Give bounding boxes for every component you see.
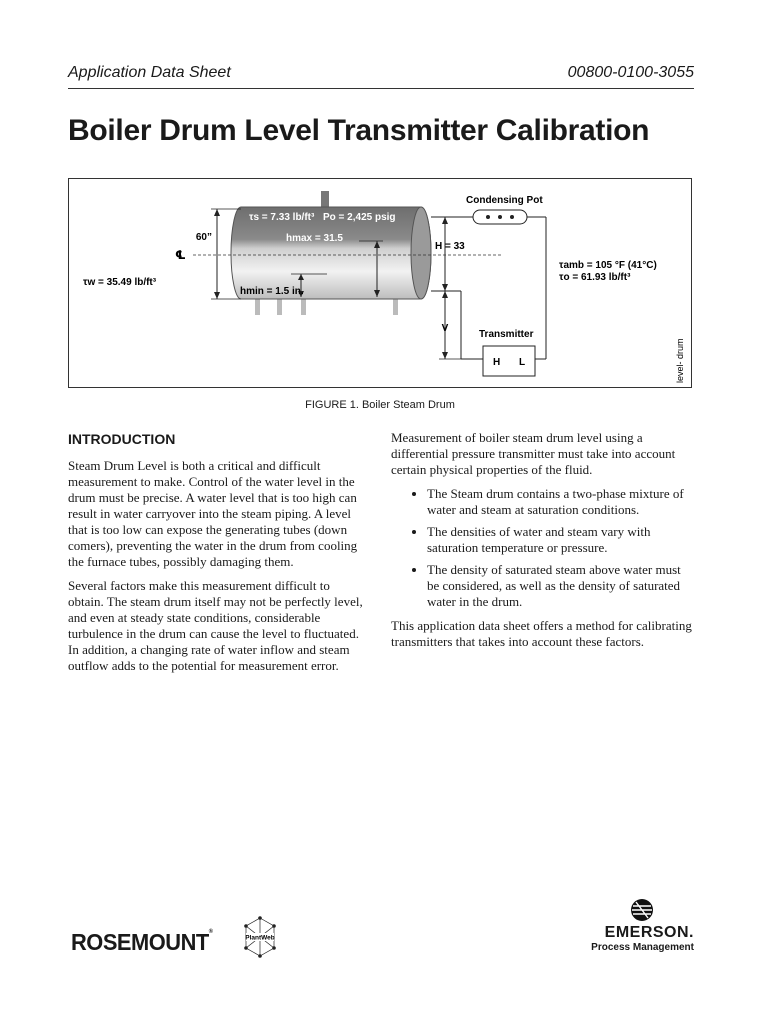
transmitter-label: Transmitter [479,329,534,340]
downcomer-pipe [255,297,260,315]
emerson-globe-icon [627,897,657,923]
plantweb-wordmark: PlantWeb [245,934,275,942]
h33-label: H = 33 [435,241,465,252]
steam-outlet-nozzle [321,191,329,209]
steam-density-label: τs = 7.33 lb/ft³ [249,212,315,223]
arrowhead [442,352,448,359]
hmin-label: hmin = 1.5 in. [240,286,304,297]
emerson-wordmark: EMERSON. [604,924,694,941]
low-side-label: L [519,357,526,368]
condensing-pot-dot [510,215,514,219]
section-heading-introduction: INTRODUCTION [68,431,176,447]
registered-mark: ® [208,929,213,935]
figure-caption: FIGURE 1. Boiler Steam Drum [305,399,455,411]
downcomer-pipe [301,297,306,315]
centerline-symbol: ℄ [175,248,186,262]
arrowhead [214,209,220,216]
condensing-pot-dot [498,215,502,219]
condensing-pot-dot [486,215,490,219]
dp-transmitter [483,346,535,376]
drum-end-cap [411,207,431,299]
tau-o-label: τo = 61.93 lb/ft³ [559,272,631,283]
high-side-label: H [493,357,501,368]
sixty-inch-label: 60” [195,232,212,243]
condensing-pot-label: Condensing Pot [466,195,543,206]
paragraph: Several factors make this measurement difficult to obtain. The steam drum itself may not be perfectly level, and even at steady state conditions, considerable turbulence in the drum can cause the level to fluctuated. In addition, a changing rate of water inflow and steam outflow adds to the potential for measurement error. [68,578,363,673]
rosemount-wordmark: ROSEMOUNT [71,929,209,955]
list-item: • The density of saturated steam above water must be considered, as well as the density of saturated water in the drum. [427,562,692,610]
plantweb-logo [242,914,278,960]
page-title: Boiler Drum Level Transmitter Calibration [68,114,650,147]
page-header [68,64,694,86]
right-column [391,430,692,658]
downcomer-pipe [277,297,282,315]
arrowhead [442,291,448,298]
paragraph: This application data sheet offers a method for calibrating transmitters that takes into account these factors. [391,618,692,649]
rosemount-logo [71,929,212,956]
list-item: • The densities of water and steam vary with saturation temperature or pressure. [427,524,692,556]
ambient-temp-label: τamb = 105 °F (41°C) [559,260,657,271]
arrowhead [442,284,448,291]
downcomer-pipe [393,297,398,315]
boiler-drum-diagram [69,179,691,387]
pressure-label: Po = 2,425 psig [323,212,396,223]
figure-side-tag: level- drum [675,338,685,383]
list-item: • The Steam drum contains a two-phase mixture of water and steam at saturation conditions. [427,486,692,518]
header-rule [68,88,694,89]
v-label: V [441,323,449,334]
arrowhead [214,292,220,299]
paragraph: Steam Drum Level is both a critical and difficult measurement to make. Control of the water level in the drum must be precise. A water level that is too high can result in water carryover into the steam piping. A level that is too low can expose the generating tubes (down comers), preventing the water in the drum from cooling the furnace tubes, possibly damaging them. [68,458,358,569]
bullet-list [391,486,692,610]
water-density-label: τw = 35.49 lb/ft³ [83,277,157,288]
arrowhead [442,217,448,224]
header-doc-number: 00800-0100-3055 [567,64,694,81]
figure-boiler-drum [68,178,692,388]
left-column [68,430,368,682]
emerson-tagline: Process Management [591,942,694,953]
hmax-label: hmax = 31.5 [286,233,343,244]
emerson-logo [591,924,694,954]
paragraph: Measurement of boiler steam drum level using a differential pressure transmitter must take into account certain physical properties of the fluid. [391,430,676,477]
header-doc-type: Application Data Sheet [68,64,231,81]
